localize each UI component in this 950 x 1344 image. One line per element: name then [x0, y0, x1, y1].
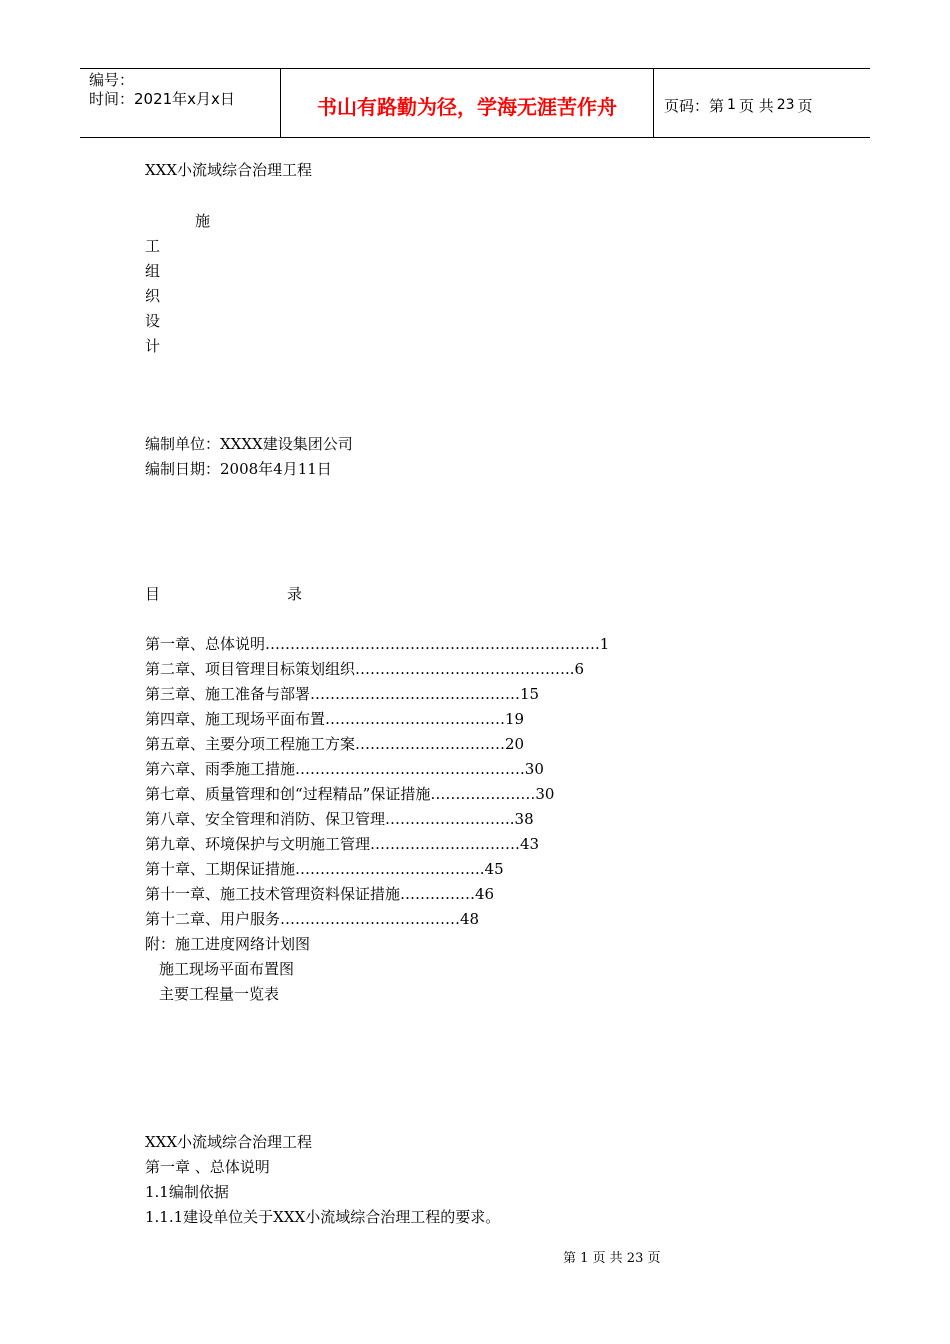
toc-title-left: 目 — [145, 585, 161, 603]
page-suffix: 页 — [797, 96, 813, 115]
toc-title-right: 录 — [287, 585, 303, 603]
toc-item-dots: ……………………………………… — [295, 760, 521, 778]
toc-appendix-item: 施工现场平面布置图 — [159, 960, 295, 978]
toc-item-label: 第四章、施工现场平面布置 — [145, 710, 326, 728]
toc-item-page: ..6 — [565, 660, 585, 678]
toc-item — [145, 634, 609, 654]
cover-compiler: 编制单位：XXXX建设集团公司 — [145, 435, 353, 453]
toc-item-dots: ……………………………… — [325, 710, 506, 728]
toc-item-dots: ………………………… — [355, 735, 506, 753]
body-section-heading: 1.1编制依据 — [145, 1183, 229, 1201]
page-current: 1 — [727, 97, 736, 113]
toc-item-page: 46 — [475, 885, 495, 903]
cover-doc-char-4: 织 — [145, 287, 161, 305]
cover-doc-char-3: 组 — [145, 262, 161, 280]
toc-item-page: ..45 — [475, 860, 504, 878]
toc-item-label: 第一章、总体说明 — [145, 635, 266, 653]
toc-item — [145, 859, 504, 879]
body-chapter-heading: 第一章 、总体说明 — [145, 1158, 270, 1176]
toc-item — [145, 684, 539, 704]
toc-item-dots: …………………… — [385, 810, 506, 828]
toc-item-dots: …………… — [400, 885, 476, 903]
toc-item — [145, 659, 584, 679]
toc-item-dots: ……………………………… — [295, 860, 476, 878]
toc-item-dots: …………………………………… — [310, 685, 521, 703]
toc-item-page: .30 — [520, 760, 544, 778]
toc-item-label: 第十章、工期保证措施 — [145, 860, 296, 878]
cover-doc-char-6: 计 — [145, 337, 161, 355]
toc-item-dots: …………………………………… — [355, 660, 566, 678]
cover-project-title: XXX小流域综合治理工程 — [145, 161, 313, 179]
toc-item-page: 20 — [505, 735, 525, 753]
cover-doc-char-1: 施 — [195, 212, 211, 230]
toc-item-page: ..38 — [505, 810, 534, 828]
toc-item-dots: ……………………………… — [280, 910, 461, 928]
page-total: 23 — [776, 97, 795, 113]
header-motto: 书山有路勤为径，学海无涯苦作舟 — [281, 69, 654, 137]
toc-item-page: 48 — [460, 910, 480, 928]
header-meta — [80, 69, 281, 137]
page-prefix: 页码：第 — [664, 96, 725, 115]
toc-item-label: 第二章、项目管理目标策划组织 — [145, 660, 356, 678]
body-subsection-text: 1.1.1建设单位关于XXX小流域综合治理工程的要求。 — [145, 1208, 501, 1226]
toc-item-label: 第三章、施工准备与部署 — [145, 685, 311, 703]
header-page-info — [654, 69, 870, 137]
document-number-label: 编号： — [89, 71, 135, 89]
toc-item — [145, 734, 524, 754]
page-footer: 第 1 页 共 23 页 — [563, 1251, 661, 1266]
toc-item — [145, 809, 534, 829]
cover-doc-char-5: 设 — [145, 312, 161, 330]
page-mid: 页 共 — [738, 96, 774, 115]
toc-item-label: 第七章、质量管理和创“过程精品”保证措施 — [145, 785, 431, 803]
toc-item-page: 30 — [535, 785, 555, 803]
body-project-title: XXX小流域综合治理工程 — [145, 1133, 313, 1151]
toc-item — [145, 834, 539, 854]
toc-item — [145, 759, 544, 779]
toc-item-page: 43 — [520, 835, 540, 853]
toc-appendix-label: 附：施工进度网络计划图 — [145, 935, 311, 953]
page-header — [80, 68, 870, 138]
toc-item — [145, 884, 494, 904]
toc-item — [145, 784, 554, 804]
toc-item-label: 第五章、主要分项工程施工方案 — [145, 735, 356, 753]
toc-item-label: 第十一章、施工技术管理资料保证措施 — [145, 885, 401, 903]
toc-item-page: 15 — [520, 685, 540, 703]
toc-item — [145, 909, 479, 929]
cover-doc-char-2: 工 — [145, 237, 161, 255]
toc-item-dots: ………………………………………………………… — [265, 635, 596, 653]
toc-item-label: 第六章、雨季施工措施 — [145, 760, 296, 778]
toc-item-label: 第十二章、用户服务 — [145, 910, 281, 928]
toc-item-label: 第八章、安全管理和消防、保卫管理 — [145, 810, 386, 828]
toc-item-label: 第九章、环境保护与文明施工管理 — [145, 835, 371, 853]
cover-date: 编制日期：2008年4月11日 — [145, 460, 332, 478]
toc-item-page: 19 — [505, 710, 525, 728]
toc-item — [145, 709, 524, 729]
toc-item-page: .1 — [595, 635, 610, 653]
toc-item-dots: ………………………… — [370, 835, 521, 853]
toc-appendix-item: 主要工程量一览表 — [159, 985, 280, 1003]
toc-item-dots: ………………… — [430, 785, 536, 803]
document-time-label: 时间：2021年x月x日 — [89, 90, 235, 108]
